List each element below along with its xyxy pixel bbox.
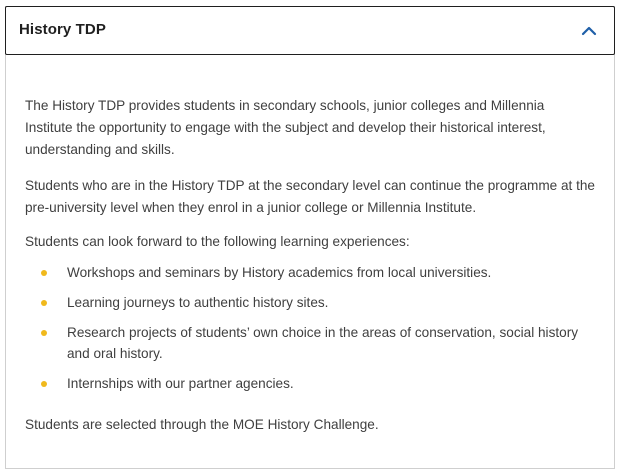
- list-item-text: Workshops and seminars by History academics from local universities.: [67, 265, 492, 280]
- chevron-up-icon[interactable]: [580, 22, 598, 40]
- accordion-history-tdp: [5, 6, 615, 469]
- bullet-dot-icon: [41, 300, 47, 306]
- list-item: [25, 322, 597, 364]
- intro-paragraph: The History TDP provides students in secondary schools, junior colleges and Millennia Institute the opportunity to engage with the subject and develop their historical interest, understanding and skills.: [25, 98, 546, 157]
- list-item-text: Internships with our partner agencies.: [67, 376, 294, 391]
- list-item-text: Research projects of students’ own choice in the areas of conservation, social history and oral history.: [67, 325, 579, 361]
- bullet-dot-icon: [41, 330, 47, 336]
- closing-paragraph: Students are selected through the MOE History Challenge.: [25, 417, 379, 432]
- accordion-header[interactable]: [5, 6, 615, 55]
- list-item: [25, 373, 597, 394]
- continuation-paragraph: Students who are in the History TDP at the secondary level can continue the programme at the pre-university level when they enrol in a junior college or Millennia Institute.: [25, 178, 595, 215]
- experiences-list: [25, 262, 597, 403]
- list-item-text: Learning journeys to authentic history sites.: [67, 295, 329, 310]
- experiences-intro: Students can look forward to the following learning experiences:: [25, 234, 410, 249]
- bullet-dot-icon: [41, 381, 47, 387]
- accordion-title: History TDP: [19, 21, 106, 38]
- bullet-dot-icon: [41, 270, 47, 276]
- list-item: [25, 292, 597, 313]
- list-item: [25, 262, 597, 283]
